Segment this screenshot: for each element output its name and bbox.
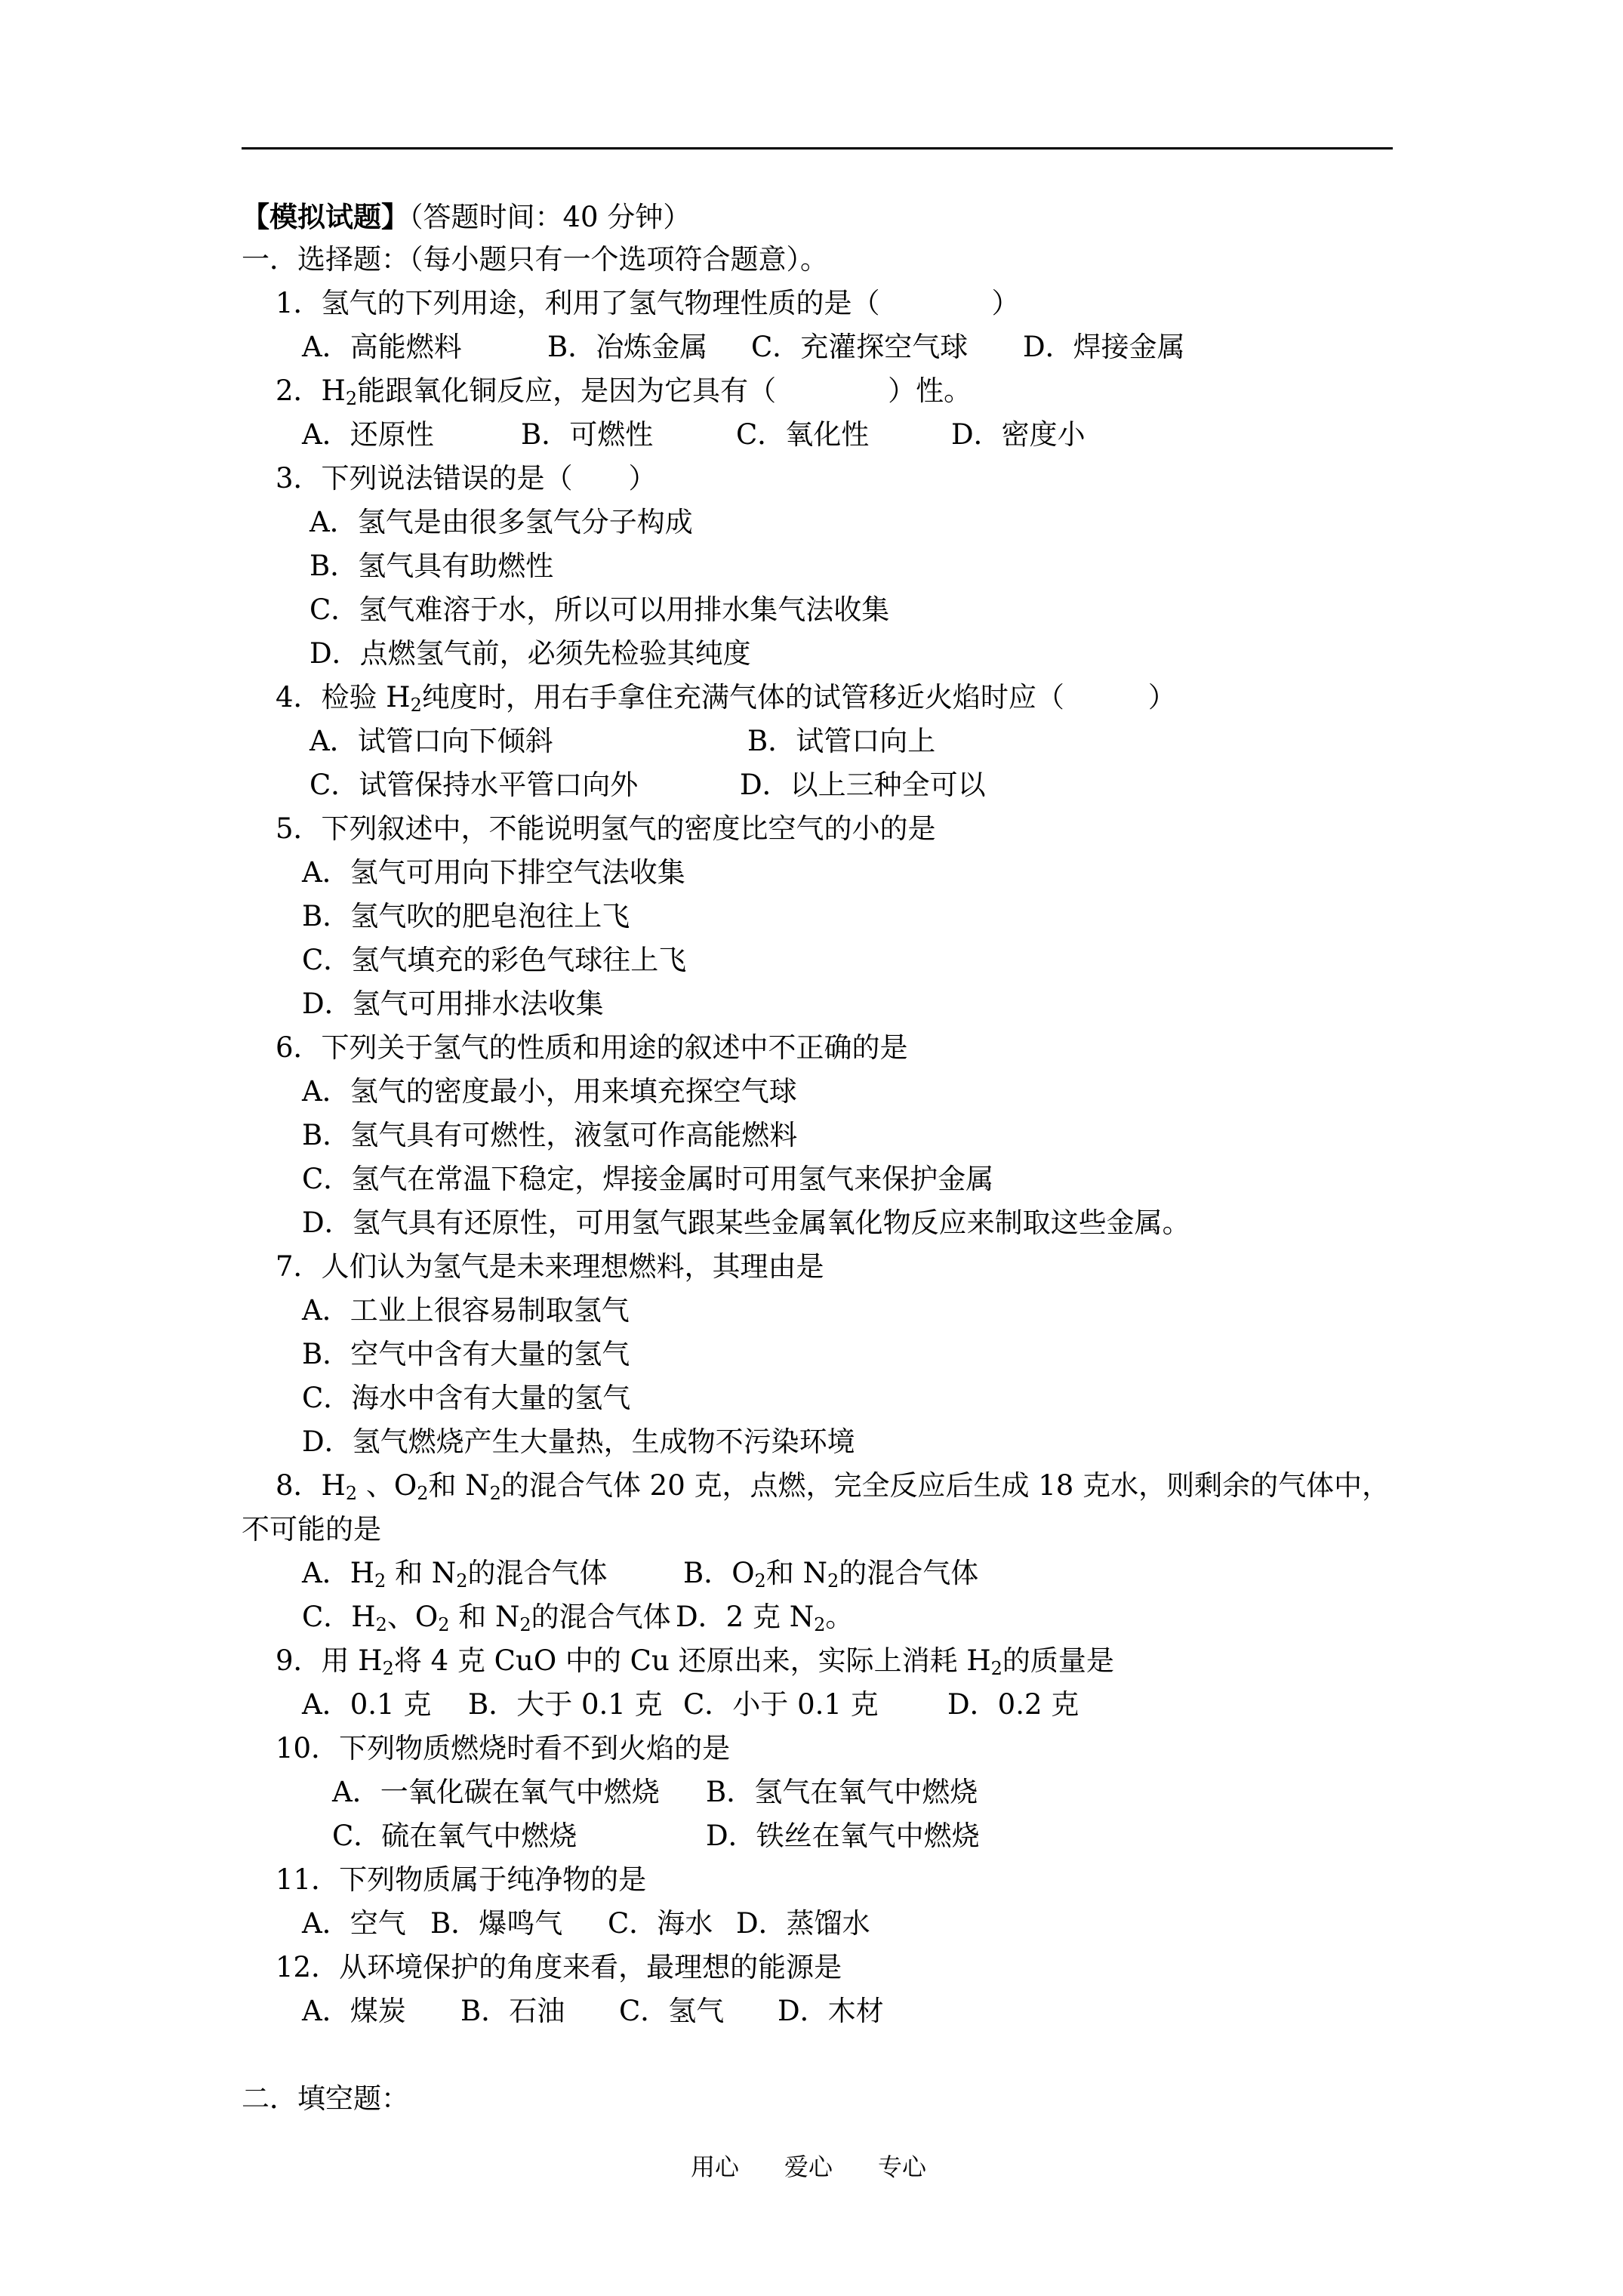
header-rule	[242, 147, 1393, 149]
question-5-stem: 5．下列叙述中，不能说明氢气的密度比空气的小的是	[276, 812, 936, 845]
option-5d: D．氢气可用排水法收集	[302, 988, 604, 1020]
question-3-stem: 3．下列说法错误的是（ ）	[276, 462, 657, 495]
question-7-stem: 7．人们认为氢气是未来理想燃料，其理由是	[276, 1250, 824, 1283]
option-7b: B．空气中含有大量的氢气	[302, 1338, 630, 1370]
option-12b: B．石油	[460, 1995, 565, 2027]
question-12-stem: 12．从环境保护的角度来看，最理想的能源是	[276, 1951, 842, 1983]
option-2b: B．可燃性	[521, 418, 654, 451]
option-8d: D．2 克 $N_2$。	[676, 1601, 854, 1635]
question-4-stem: 4．检验 $H_2$纯度时，用右手拿住充满气体的试管移近火焰时应（ ）	[276, 681, 1176, 716]
question-8-stem: 8．$H_2$ 、$O_2$和 $N_2$的混合气体 20 克，点燃，完全反应后生成 18 克水，则剩余的气体中，	[276, 1469, 1390, 1504]
section-heading-fill: 二．填空题：	[242, 2082, 409, 2115]
option-1a: A．高能燃料	[302, 331, 462, 363]
page-footer	[691, 2148, 972, 2183]
page-title: 【模拟试题】（答题时间：40 分钟）	[242, 200, 691, 233]
option-11c: C．海水	[608, 1907, 713, 1940]
option-10c: C．硫在氧气中燃烧	[332, 1820, 577, 1852]
footer-word: 爱心	[784, 2153, 833, 2181]
option-5a: A．氢气可用向下排空气法收集	[302, 856, 685, 889]
option-3b: B．氢气具有助燃性	[310, 550, 554, 582]
option-11b: B．爆鸣气	[430, 1907, 563, 1940]
question-1-stem: 1．氢气的下列用途，利用了氢气物理性质的是（ ）	[276, 287, 1020, 319]
option-9b: B．大于 0.1 克	[468, 1688, 663, 1721]
option-4c: C．试管保持水平管口向外	[310, 769, 639, 801]
option-3a: A．氢气是由很多氢气分子构成	[310, 506, 693, 538]
option-2c: C．氧化性	[736, 418, 870, 451]
question-2-stem: 2．$H_2$能跟氧化铜反应，是因为它具有（ ）性。	[276, 374, 972, 409]
option-4d: D．以上三种全可以	[740, 769, 986, 801]
option-7c: C．海水中含有大量的氢气	[302, 1382, 631, 1414]
option-8a: A．$H_2$ 和 $N_2$的混合气体	[302, 1557, 608, 1592]
option-11d: D．蒸馏水	[736, 1907, 870, 1940]
option-8b: B．$O_2$和 $N_2$的混合气体	[683, 1557, 979, 1592]
option-3c: C．氢气难溶于水，所以可以用排水集气法收集	[310, 593, 890, 626]
option-6c: C．氢气在常温下稳定，焊接金属时可用氢气来保护金属	[302, 1163, 994, 1195]
question-8-stem-cont: 不可能的是	[242, 1513, 381, 1546]
footer-word: 用心	[691, 2153, 740, 2181]
option-9a: A．0.1 克	[302, 1688, 432, 1721]
option-12d: D．木材	[778, 1995, 884, 2027]
section-heading-choice: 一．选择题：（每小题只有一个选项符合题意）。	[242, 243, 828, 276]
option-1d: D．焊接金属	[1023, 331, 1185, 363]
option-4b: B．试管口向上	[747, 725, 936, 757]
option-1c: C．充灌探空气球	[751, 331, 969, 363]
option-7a: A．工业上很容易制取氢气	[302, 1294, 630, 1327]
option-9d: D．0.2 克	[947, 1688, 1079, 1721]
option-5b: B．氢气吹的肥皂泡往上飞	[302, 900, 630, 932]
option-8c: C．$H_2$、$O_2$ 和 $N_2$的混合气体	[302, 1601, 671, 1635]
option-6a: A．氢气的密度最小，用来填充探空气球	[302, 1075, 797, 1108]
option-7d: D．氢气燃烧产生大量热，生成物不污染环境	[302, 1425, 855, 1458]
option-4a: A．试管口向下倾斜	[310, 725, 553, 757]
question-9-stem: 9．用 $H_2$将 4 克 CuO 中的 Cu 还原出来，实际上消耗 $H_2$的质量是	[276, 1644, 1114, 1679]
question-10-stem: 10．下列物质燃烧时看不到火焰的是	[276, 1732, 731, 1764]
question-6-stem: 6．下列关于氢气的性质和用途的叙述中不正确的是	[276, 1031, 908, 1064]
option-11a: A．空气	[302, 1907, 406, 1940]
option-1b: B．冶炼金属	[547, 331, 708, 363]
option-9c: C．小于 0.1 克	[683, 1688, 879, 1721]
option-10a: A．一氧化碳在氧气中燃烧	[332, 1776, 660, 1808]
option-6b: B．氢气具有可燃性，液氢可作高能燃料	[302, 1119, 798, 1151]
option-10b: B．氢气在氧气中燃烧	[706, 1776, 978, 1808]
option-10d: D．铁丝在氧气中燃烧	[706, 1820, 980, 1852]
option-6d: D．氢气具有还原性，可用氢气跟某些金属氧化物反应来制取这些金属。	[302, 1207, 1190, 1239]
option-12c: C．氢气	[619, 1995, 725, 2027]
option-5c: C．氢气填充的彩色气球往上飞	[302, 944, 687, 976]
option-12a: A．煤炭	[302, 1995, 406, 2027]
option-2a: A．还原性	[302, 418, 434, 451]
option-3d: D．点燃氢气前，必须先检验其纯度	[310, 637, 751, 670]
option-2d: D．密度小	[951, 418, 1086, 451]
question-11-stem: 11．下列物质属于纯净物的是	[276, 1863, 647, 1896]
footer-word: 专心	[878, 2153, 927, 2181]
